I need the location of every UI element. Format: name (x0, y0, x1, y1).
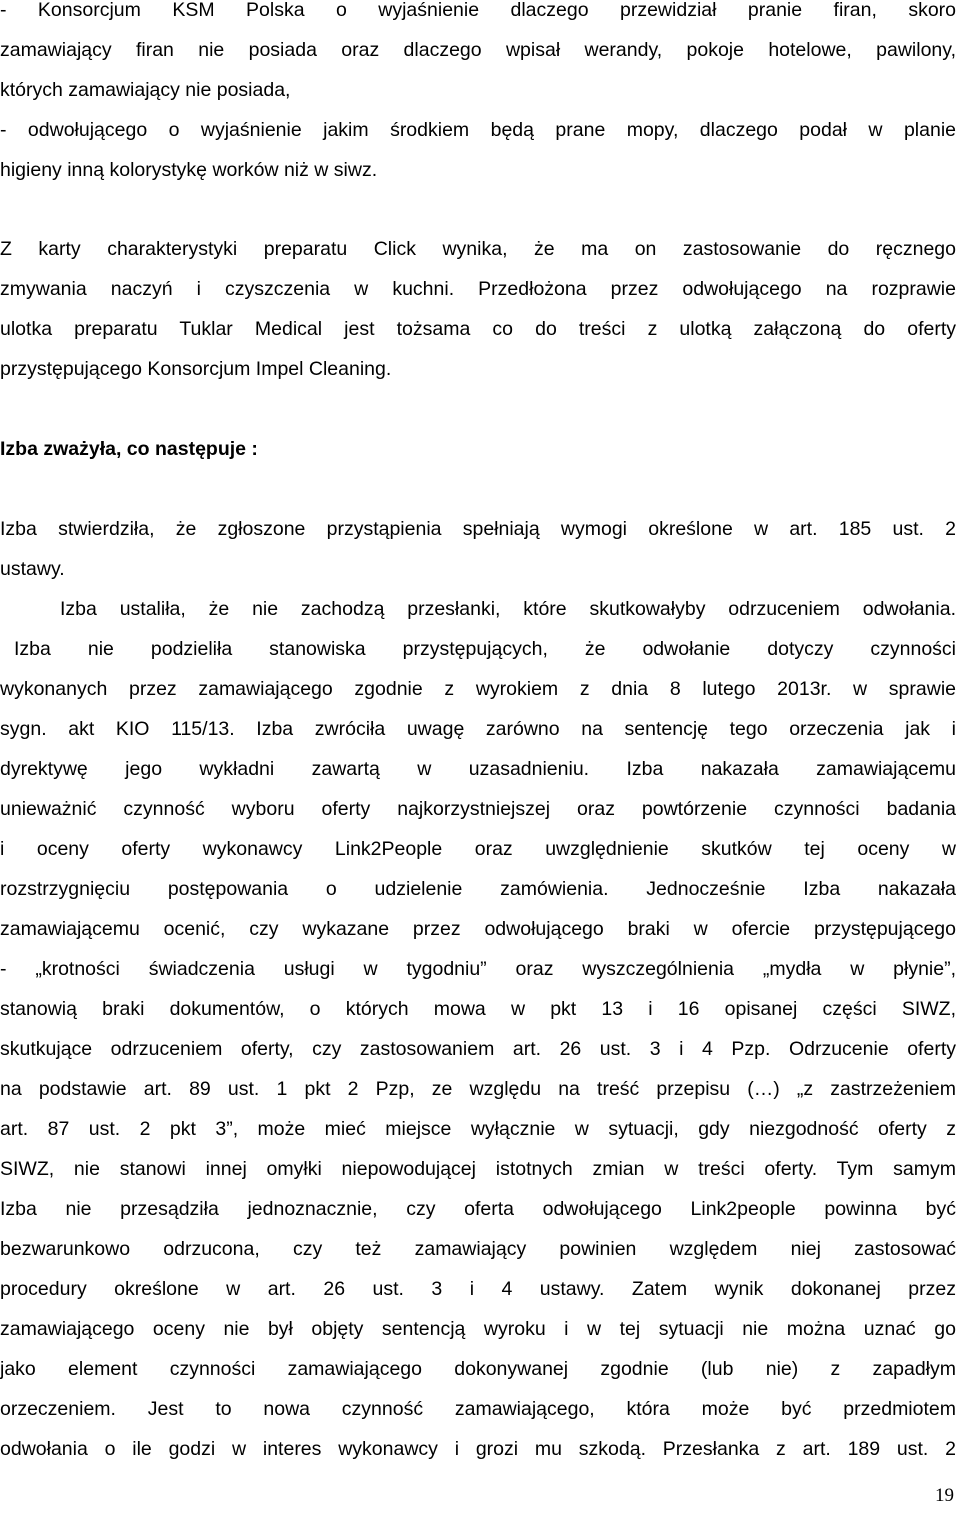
text-line: odwołania o ile godzi w interes wykonawcy i grozi mu szkodą. Przesłanka z art. 189 ust. 2 (0, 1438, 956, 1460)
text-line: - odwołującego o wyjaśnienie jakim środkiem będą prane mopy, dlaczego podał w planie (0, 119, 956, 141)
text-line: - Konsorcjum KSM Polska o wyjaśnienie dlaczego przewidział pranie firan, skoro (0, 0, 956, 21)
text-line: rozstrzygnięciu postępowania o udzielenie zamówienia. Jednocześnie Izba nakazała (0, 878, 956, 900)
text-line: Z karty charakterystyki preparatu Click wynika, że ma on zastosowanie do ręcznego (0, 238, 956, 260)
text-line: sygn. akt KIO 115/13. Izba zwróciła uwagę zarówno na sentencję tego orzeczenia jak i (0, 718, 956, 740)
text-line: Izba nie podzieliła stanowiska przystępujących, że odwołanie dotyczy czynności (14, 638, 956, 660)
text-line: zamawiającemu ocenić, czy wykazane przez odwołującego braki w ofercie przystępującego (0, 918, 956, 940)
section-heading: Izba zważyła, co następuje : (0, 438, 258, 460)
text-line: unieważnić czynność wyboru oferty najkorzystniejszej oraz powtórzenie czynności badania (0, 798, 956, 820)
text-line: skutkujące odrzuceniem oferty, czy zastosowaniem art. 26 ust. 3 i 4 Pzp. Odrzucenie oferty (0, 1038, 956, 1060)
text-line: art. 87 ust. 2 pkt 3”, może mieć miejsce wyłącznie w sytuacji, gdy niezgodność oferty z (0, 1118, 956, 1140)
text-line: przystępującego Konsorcjum Impel Cleaning. (0, 358, 392, 380)
text-line: Izba nie przesądziła jednoznacznie, czy oferta odwołującego Link2people powinna być (0, 1198, 956, 1220)
text-line: wykonanych przez zamawiającego zgodnie z wyrokiem z dnia 8 lutego 2013r. w sprawie (0, 678, 956, 700)
text-line: higieny inną kolorystykę worków niż w siwz. (0, 159, 378, 181)
text-line: dyrektywę jego wykładni zawartą w uzasadnieniu. Izba nakazała zamawiającemu (0, 758, 956, 780)
text-line: zmywania naczyń i czyszczenia w kuchni. Przedłożona przez odwołującego na rozprawie (0, 278, 956, 300)
text-line: i oceny oferty wykonawcy Link2People oraz uwzględnienie skutków tej oceny w (0, 838, 956, 860)
text-line: - „krotności świadczenia usługi w tygodniu” oraz wyszczególnienia „mydła w płynie”, (0, 958, 956, 980)
finding-paragraph (0, 509, 956, 589)
text-line: ustawy. (0, 558, 65, 580)
text-line: na podstawie art. 89 ust. 1 pkt 2 Pzp, ze względu na treść przepisu (…) „z zastrzeżeniem (0, 1078, 956, 1100)
text-line: zamawiający firan nie posiada oraz dlaczego wpisał werandy, pokoje hotelowe, pawilony, (0, 39, 956, 61)
text-line: stanowią braki dokumentów, o których mowa w pkt 13 i 16 opisanej części SIWZ, (0, 998, 956, 1020)
text-line: Izba stwierdziła, że zgłoszone przystąpienia spełniają wymogi określone w art. 185 ust. 2 (0, 518, 956, 540)
text-line: których zamawiający nie posiada, (0, 79, 291, 101)
text-line: ulotka preparatu Tuklar Medical jest tożsama co do treści z ulotką załączoną do oferty (0, 318, 956, 340)
list-block (0, 0, 956, 190)
page-number: 19 (935, 1485, 954, 1506)
text-line: zamawiającego oceny nie był objęty sentencją wyroku i w tej sytuacji nie można uznać go (0, 1318, 956, 1340)
text-line: jako element czynności zamawiającego dokonywanej zgodnie (lub nie) z zapadłym (0, 1358, 956, 1380)
preparation-paragraph (0, 229, 956, 389)
text-line: procedury określone w art. 26 ust. 3 i 4 ustawy. Zatem wynik dokonanej przez (0, 1278, 956, 1300)
text-line: orzeczeniem. Jest to nowa czynność zamawiającego, która może być przedmiotem (0, 1398, 956, 1420)
text-line: SIWZ, nie stanowi innej omyłki niepowodującej istotnych zmian w treści oferty. Tym samym (0, 1158, 956, 1180)
text-line: Izba ustaliła, że nie zachodzą przesłanki, które skutkowałyby odrzuceniem odwołania. (60, 598, 956, 620)
text-line: bezwarunkowo odrzucona, czy też zamawiający powinien względem niej zastosować (0, 1238, 956, 1260)
main-paragraph (0, 589, 956, 1469)
